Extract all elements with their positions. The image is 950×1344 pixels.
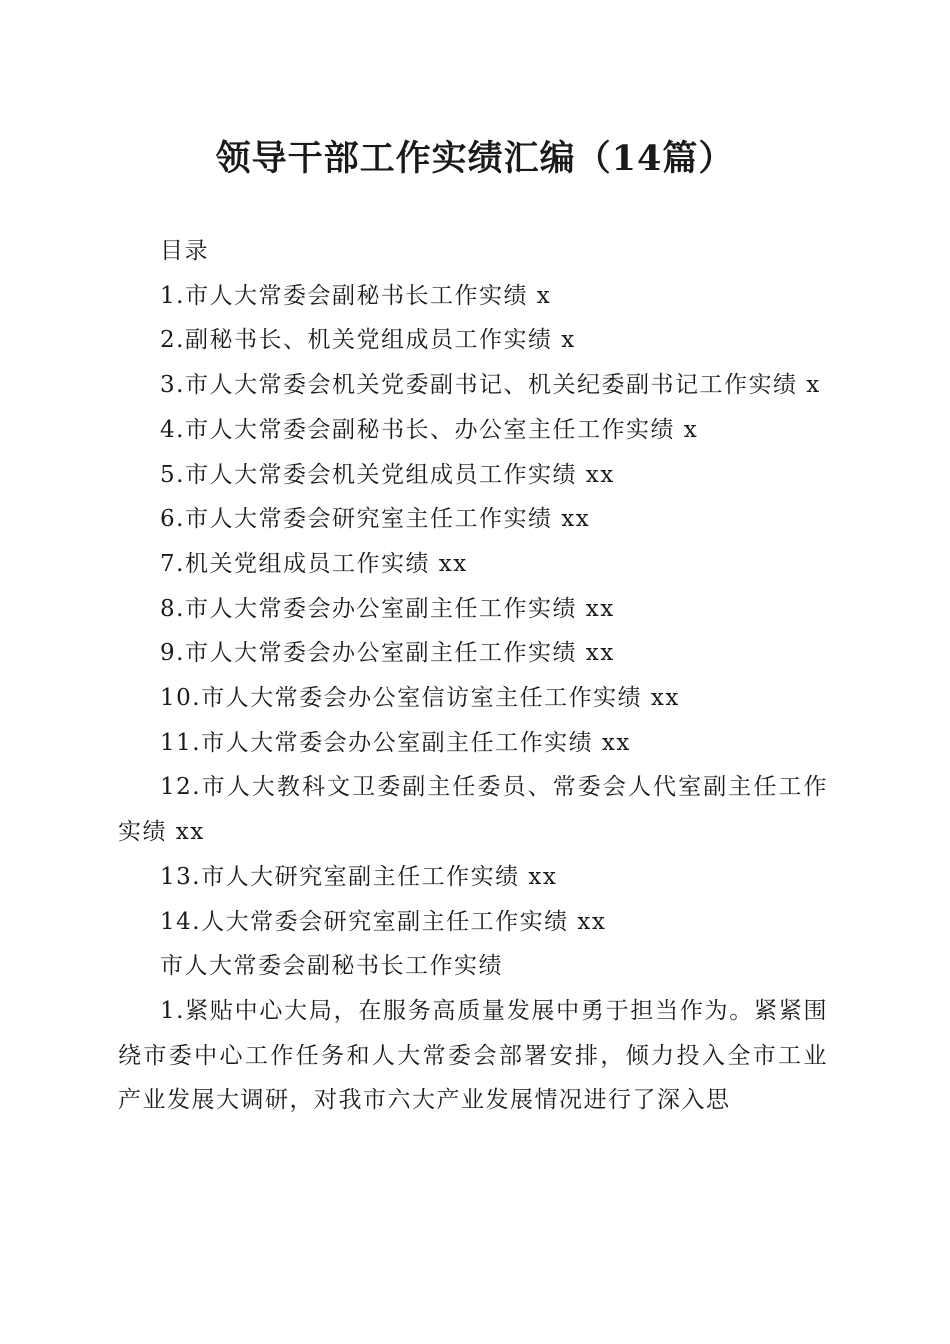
toc-item-9: 9.市人大常委会办公室副主任工作实绩 xx (160, 640, 615, 667)
toc-item-10: 10.市人大常委会办公室信访室主任工作实绩 xx (160, 685, 680, 712)
toc-item-4: 4.市人大常委会副秘书长、办公室主任工作实绩 x (160, 416, 699, 443)
toc-item-5: 5.市人大常委会机关党组成员工作实绩 xx (160, 461, 615, 488)
section-heading: 市人大常委会副秘书长工作实绩 (160, 953, 503, 980)
toc-heading: 目录 (160, 238, 209, 264)
toc-item-12: 12.市人大教科文卫委副主任委员、常委会人代室副主任工作实绩 xx (118, 774, 828, 846)
document-body (118, 229, 828, 1123)
toc-item-13: 13.市人大研究室副主任工作实绩 xx (160, 863, 558, 890)
toc-item-7: 7.机关党组成员工作实绩 xx (160, 550, 468, 577)
toc-item-11: 11.市人大常委会办公室副主任工作实绩 xx (160, 729, 631, 756)
toc-item-2: 2.副秘书长、机关党组成员工作实绩 x (160, 327, 576, 354)
document-title: 领导干部工作实绩汇编（14篇） (215, 138, 735, 179)
toc-item-6: 6.市人大常委会研究室主任工作实绩 xx (160, 506, 591, 533)
toc-item-14: 14.人大常委会研究室副主任工作实绩 xx (160, 908, 607, 935)
toc-item-8: 8.市人大常委会办公室副主任工作实绩 xx (160, 595, 615, 622)
section-paragraph: 1.紧贴中心大局，在服务高质量发展中勇于担当作为。紧紧围绕市委中心工作任务和人大常委会部署安排，倾力投入全市工业产业发展大调研，对我市六大产业发展情况进行了深入思 (118, 997, 828, 1114)
toc-item-3: 3.市人大常委会机关党委副书记、机关纪委副书记工作实绩 x (160, 372, 821, 399)
toc-item-1: 1.市人大常委会副秘书长工作实绩 x (160, 282, 552, 309)
